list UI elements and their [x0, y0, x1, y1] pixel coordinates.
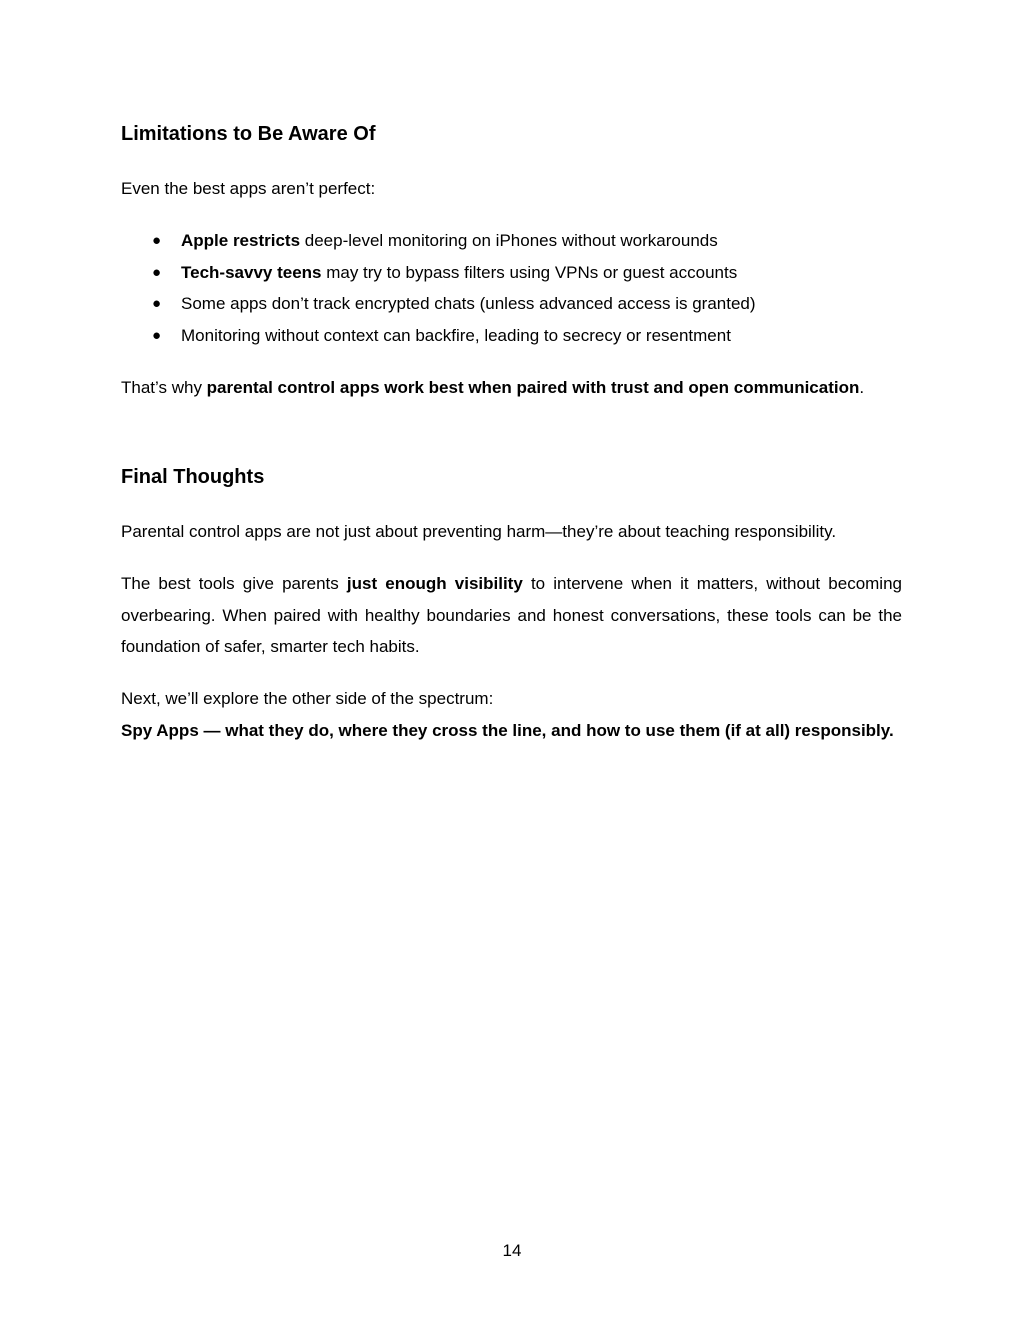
list-item-bold: Tech-savvy teens [181, 262, 322, 282]
para2-bold: just enough visibility [346, 574, 523, 593]
conclusion-bold: parental control apps work best when paired with trust and open communication [206, 378, 860, 397]
conclusion-post: . [859, 378, 865, 397]
list-item-text: Monitoring without context can backfire, leading to secrecy or resentment [181, 325, 731, 345]
bullet-icon: ● [152, 263, 162, 281]
list-item-text: Some apps don’t track encrypted chats (unless advanced access is granted) [181, 294, 756, 313]
final-thoughts-para-1: Parental control apps are not just about preventing harm—they’re about teaching responsibility. [121, 522, 837, 541]
bullet-icon: ● [152, 295, 162, 312]
limitations-conclusion [121, 372, 902, 404]
list-item [121, 320, 902, 352]
para2-pre: The best tools give parents [121, 574, 347, 593]
list-item-bold: Apple restricts [181, 231, 301, 250]
list-item [121, 257, 902, 289]
next-chapter-intro: Next, we’ll explore the other side of the spectrum: [121, 689, 494, 708]
para2-post: to intervene when it matters, without becoming overbearing. When paired with healthy boundaries and honest conversations, these tools can be the foundation of safer, smarter tech habits. [121, 574, 902, 656]
limitations-list [121, 225, 902, 351]
list-item-text: deep-level monitoring on iPhones without workarounds [300, 231, 718, 250]
conclusion-pre: That’s why [121, 378, 207, 397]
limitations-intro: Even the best apps aren’t perfect: [121, 179, 376, 198]
final-thoughts-para-2 [121, 568, 902, 663]
list-item-text: may try to bypass filters using VPNs or guest accounts [321, 262, 738, 282]
section-heading-final-thoughts: Final Thoughts [121, 466, 265, 488]
page-number: 14 [502, 1241, 522, 1260]
next-chapter-title [121, 715, 902, 747]
list-item [121, 288, 902, 320]
next-chapter-bold: Spy Apps — what they do, where they cross the line, and how to use them (if at all) responsibly. [121, 721, 894, 740]
bullet-icon: ● [152, 326, 162, 344]
bullet-icon: ● [152, 232, 162, 249]
list-item [121, 225, 902, 257]
section-heading-limitations: Limitations to Be Aware Of [121, 123, 376, 145]
